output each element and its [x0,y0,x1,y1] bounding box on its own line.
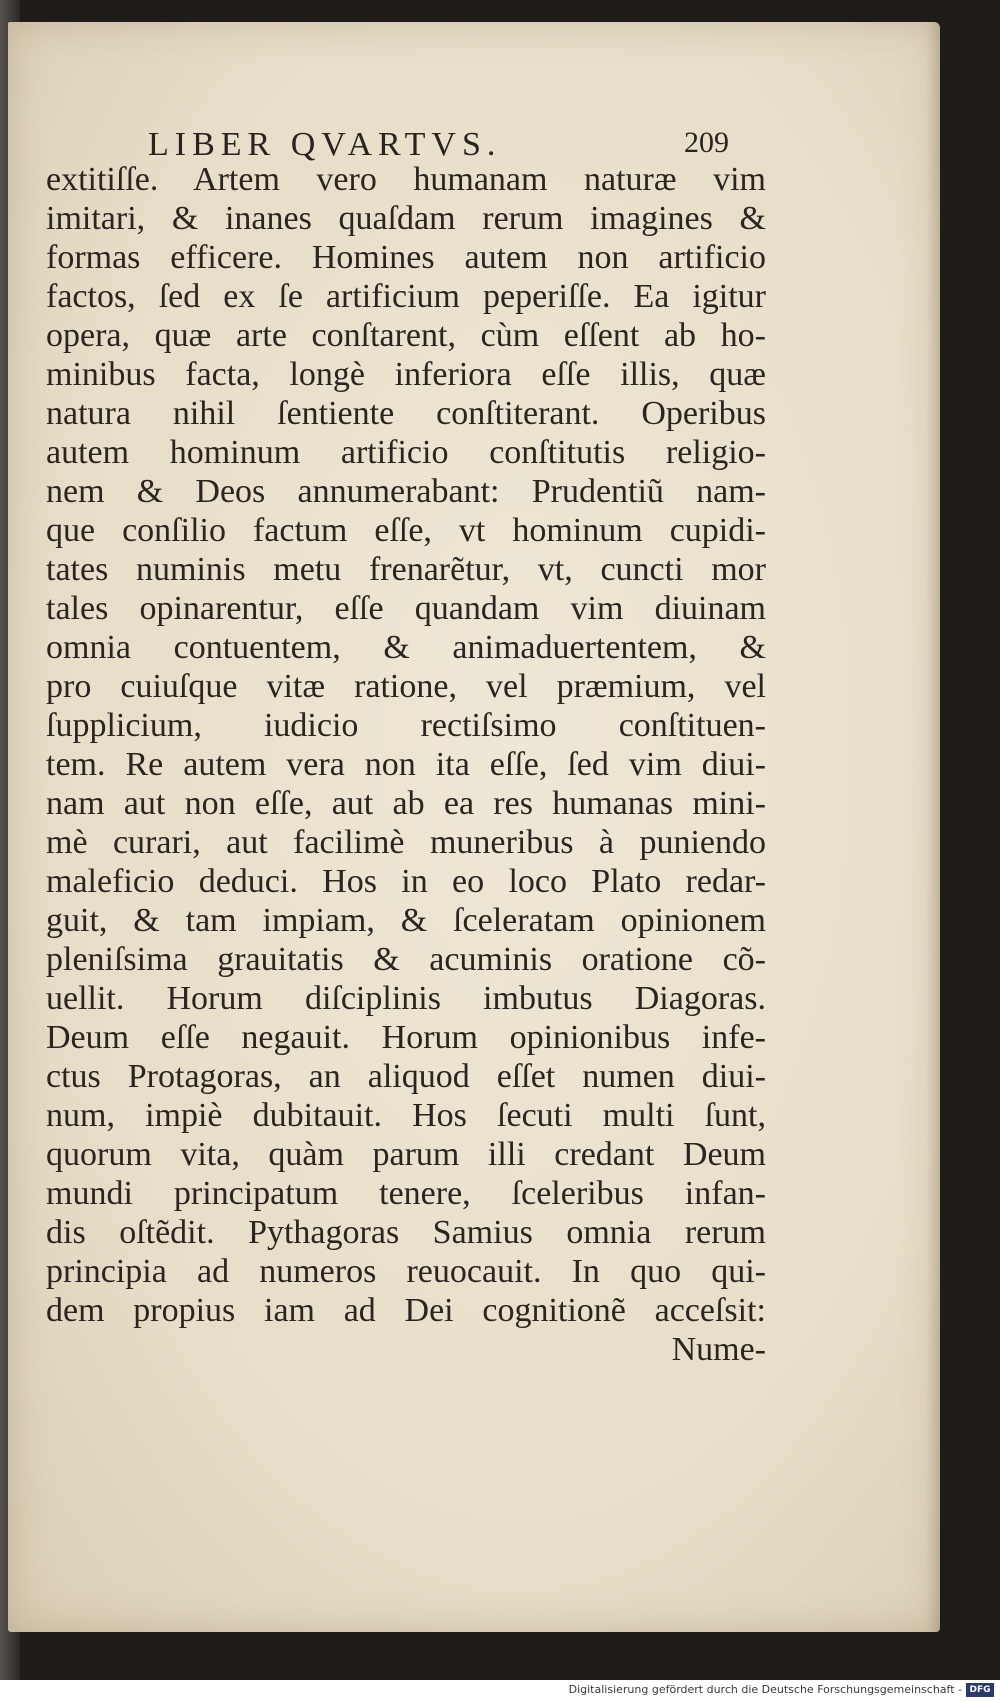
text-line: pro cuiuſque vitæ ratione, vel præmium, vel [46,668,766,705]
text-line: extitiſſe. Artem vero humanam naturæ vim [46,161,766,198]
text-line: guit, & tam impiam, & ſceleratam opinionem [46,902,766,939]
text-line: formas efficere. Homines autem non artificio [46,239,766,276]
text-line: nam aut non eſſe, aut ab ea res humanas mini- [46,785,766,822]
running-head: LIBER QVARTVS. [148,126,502,163]
text-line: autem hominum artificio conſtitutis religio- [46,434,766,471]
book-page [8,22,940,1632]
text-line: pleniſsima grauitatis & acuminis oratione cõ- [46,941,766,978]
text-line: principia ad numeros reuocauit. In quo qui- [46,1253,766,1290]
text-line: que conſilio factum eſſe, vt hominum cupidi- [46,512,766,549]
text-line: imitari, & inanes quaſdam rerum imagines & [46,200,766,237]
catchword: Nume- [671,1331,766,1368]
text-line: natura nihil ſentiente conſtiterant. Operibus [46,395,766,432]
text-line: tem. Re autem vera non ita eſſe, ſed vim diui- [46,746,766,783]
text-line: omnia contuentem, & animaduertentem, & [46,629,766,666]
text-line: minibus facta, longè inferiora eſſe illis, quæ [46,356,766,393]
text-line: uellit. Horum diſciplinis imbutus Diagoras. [46,980,766,1017]
dfg-logo: DFG [966,1683,994,1697]
text-line: nem & Deos annumerabant: Prudentiũ nam- [46,473,766,510]
text-line: opera, quæ arte conſtarent, cùm eſſent ab ho- [46,317,766,354]
text-line: quorum vita, quàm parum illi credant Deum [46,1136,766,1173]
text-line: dem propius iam ad Dei cognitionẽ acceſsit: [46,1292,766,1329]
text-line: Deum eſſe negauit. Horum opinionibus infe- [46,1019,766,1056]
text-line: tales opinarentur, eſſe quandam vim diuinam [46,590,766,627]
text-line: mundi principatum tenere, ſceleribus infan- [46,1175,766,1212]
text-line: tates numinis metu frenarẽtur, vt, cuncti mor [46,551,766,588]
digitization-footer [0,1680,1000,1701]
text-line: mè curari, aut facilimè muneribus à puniendo [46,824,766,861]
text-line: factos, ſed ex ſe artificium peperiſſe. Ea igitur [46,278,766,315]
text-line: num, impiè dubitauit. Hos ſecuti multi ſunt, [46,1097,766,1134]
text-line: ctus Protagoras, an aliquod eſſet numen diui- [46,1058,766,1095]
text-line: dis oſtẽdit. Pythagoras Samius omnia rerum [46,1214,766,1251]
text-line: maleficio deduci. Hos in eo loco Plato redar- [46,863,766,900]
page-number: 209 [684,126,729,159]
funding-note: Digitalisierung gefördert durch die Deutsche Forschungsgemeinschaft - [568,1683,962,1696]
text-line: ſupplicium, iudicio rectiſsimo conſtituen- [46,707,766,744]
